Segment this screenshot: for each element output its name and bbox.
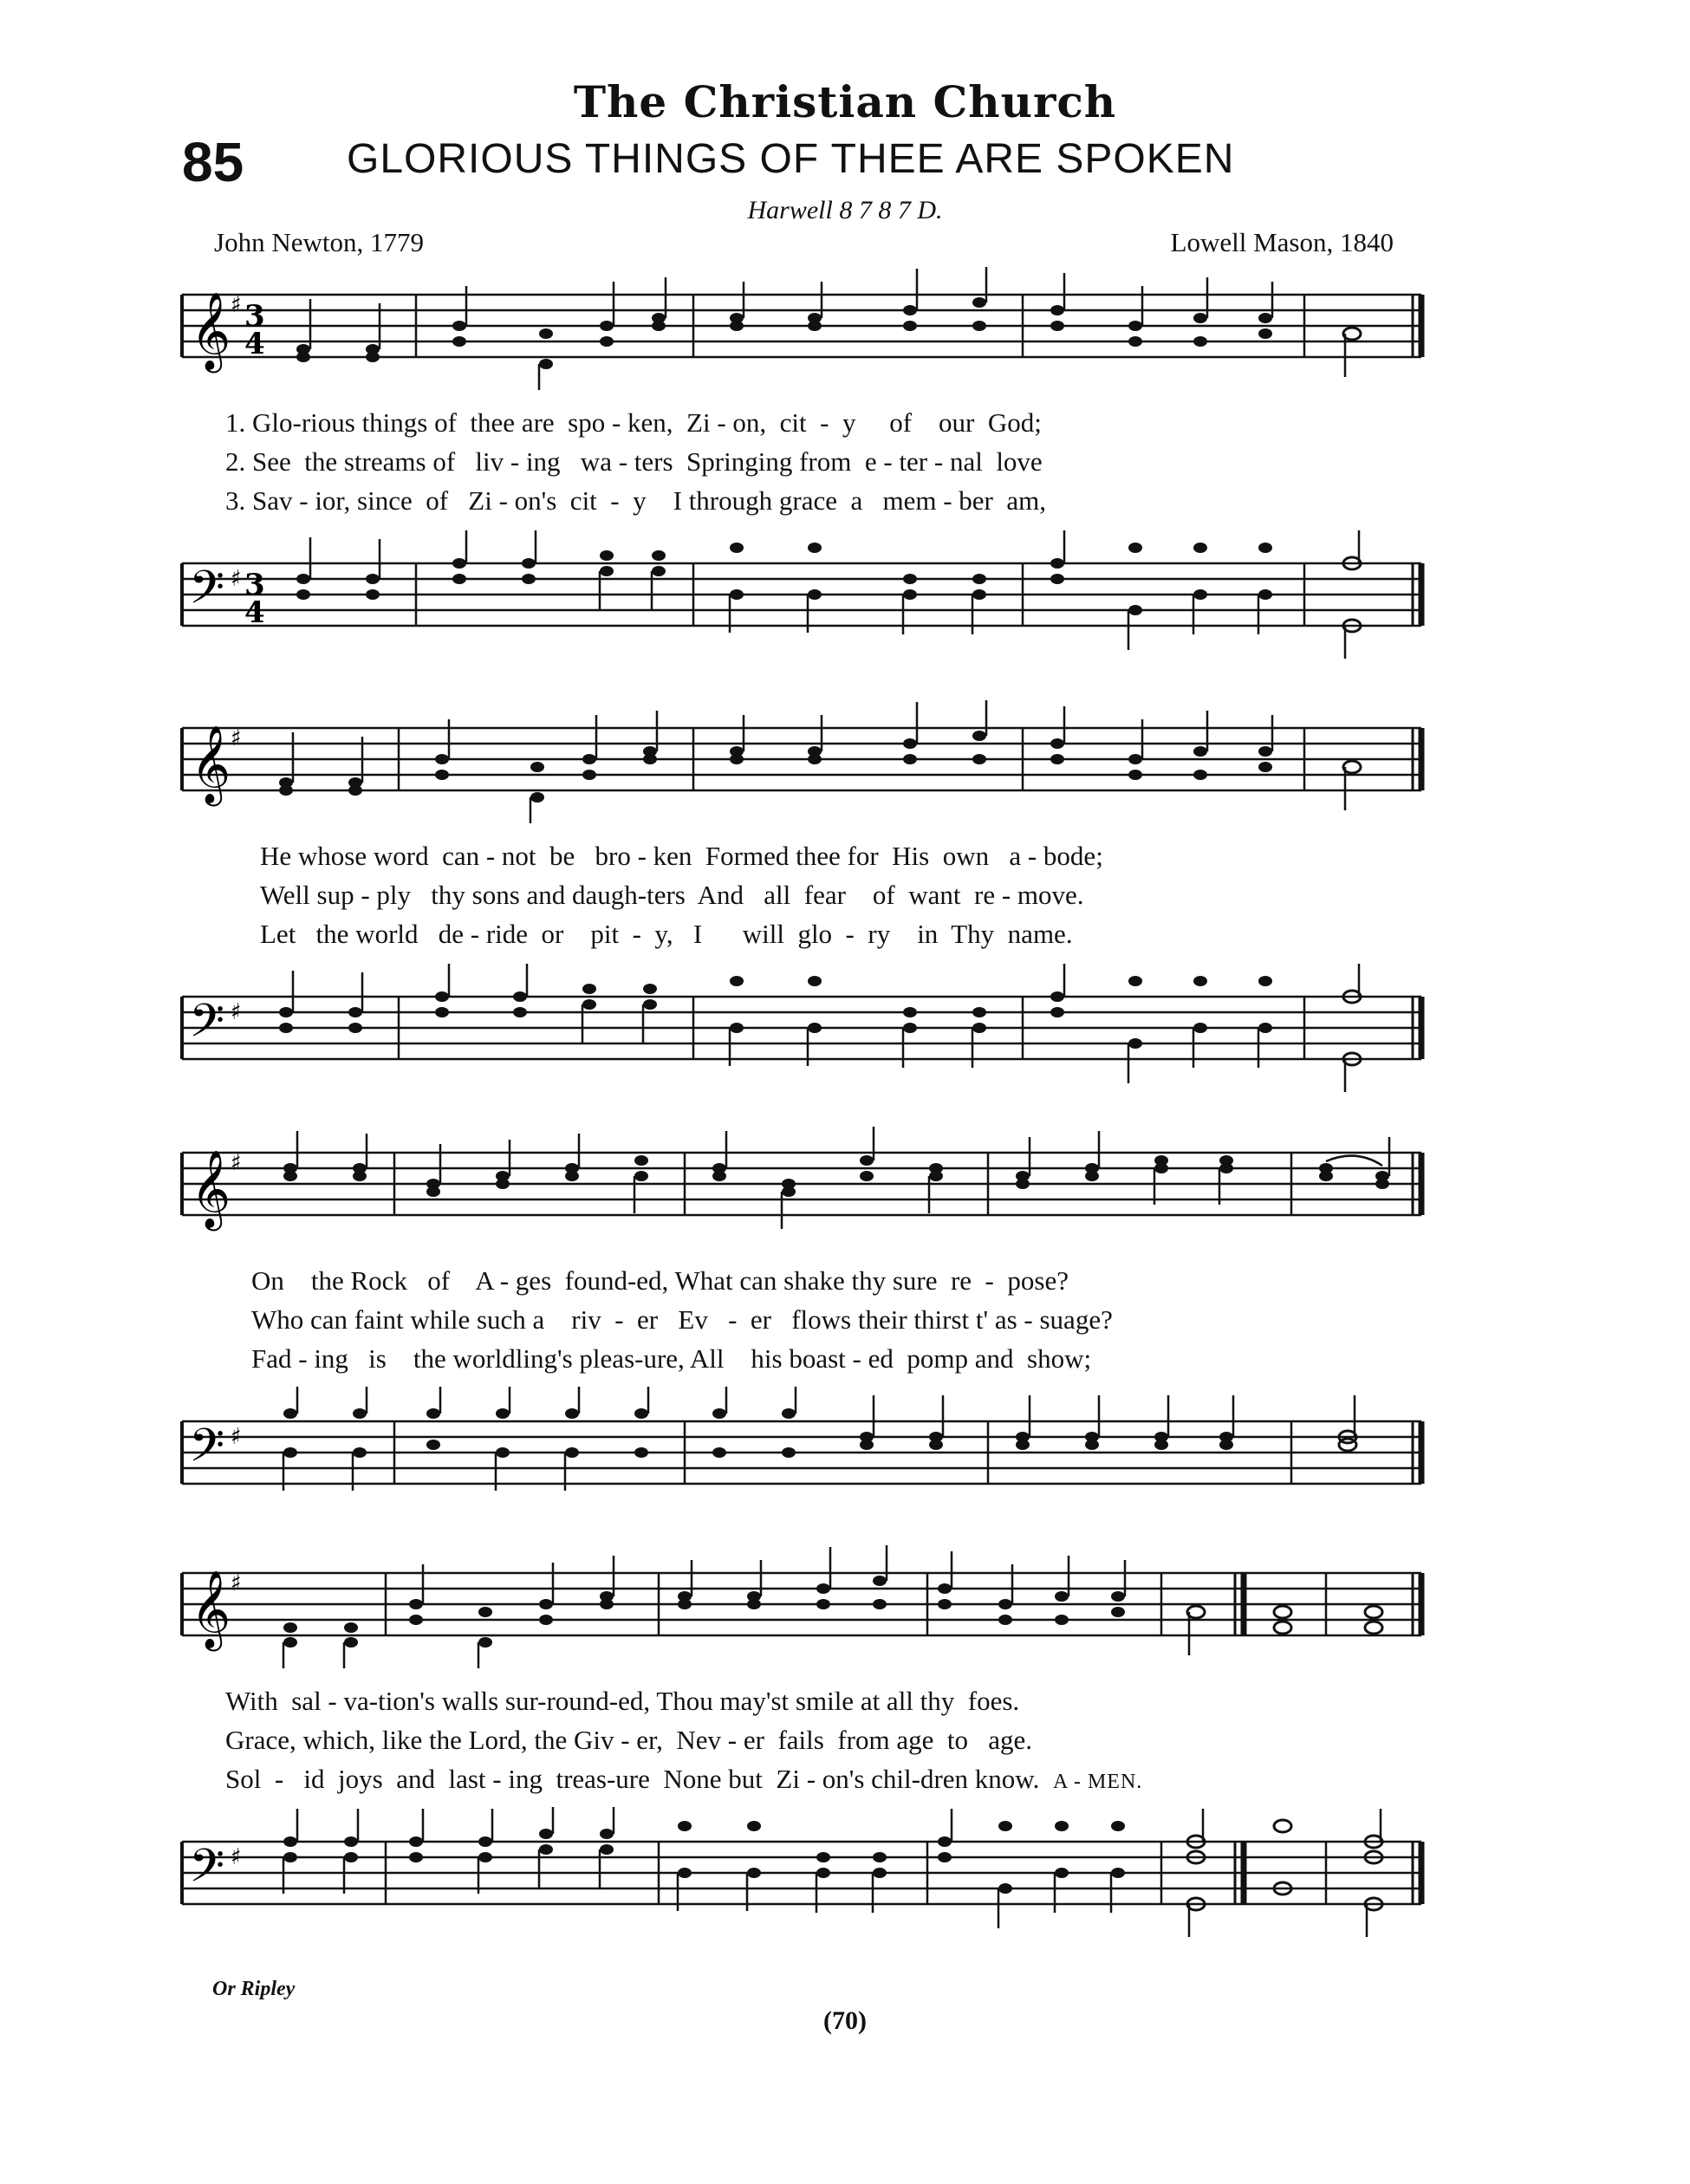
svg-text:♯: ♯ [231,1150,242,1176]
music-system-1 [173,260,1430,676]
lyric-verse-2: Who can faint while such a riv - er Ev - er flows their thirst t' as - suage? [251,1304,1113,1335]
author-credit: John Newton, 1779 [214,227,424,257]
svg-text:♯: ♯ [231,566,242,592]
svg-text:♯: ♯ [231,292,242,318]
lyric-verse-3 [225,1759,1473,1802]
lyric-verse-3: Let the world de - ride or pit - y, I will glo - ry in Thy name. [260,919,1073,949]
section-title: The Christian Church [573,76,1117,127]
svg-text:𝄞: 𝄞 [191,1150,231,1228]
svg-text:♯: ♯ [231,1570,242,1596]
bass-staff [173,962,1430,1092]
lyric-verse-2: Well sup - ply thy sons and daugh-ters And all fear of want re - move. [260,880,1084,910]
svg-text:♯: ♯ [231,1844,242,1870]
lyrics-block-4 [225,1681,1473,1802]
music-system-4 [173,1538,1430,1954]
lyrics-block-1 [225,403,1473,520]
bass-staff [173,529,1430,659]
lyric-verse-1: 1. Glo-rious things of thee are spo - ken, Zi - on, cit - y of our God; [225,407,1042,438]
svg-text:𝄢: 𝄢 [189,1840,225,1904]
svg-text:♯: ♯ [231,725,242,751]
lyric-verse-3-text: Sol - id joys and last - ing treas-ure None but Zi - on's chil-dren know. [225,1764,1040,1794]
svg-text:𝄞: 𝄞 [191,1570,231,1648]
svg-text:𝄞: 𝄞 [191,292,231,370]
music-system-3 [173,1118,1430,1534]
page-number: (70) [823,2006,867,2035]
lyric-verse-2: Grace, which, like the Lord, the Giv - er, Nev - er fails from age to age. [225,1725,1032,1755]
svg-text:3: 3 [244,568,265,602]
lyric-verse-1: He whose word can - not be bro - ken Formed thee for His own a - bode; [260,841,1103,871]
hymn-title: GLORIOUS THINGS OF THEE ARE SPOKEN [347,136,1235,182]
lyric-verse-3: 3. Sav - ior, since of Zi - on's cit - y I through grace a mem - ber am, [225,485,1046,516]
svg-text:4: 4 [244,327,265,361]
composer-credit: Lowell Mason, 1840 [1170,227,1394,257]
svg-text:3: 3 [244,299,265,334]
svg-text:4: 4 [244,595,265,630]
lyrics-block-2 [260,836,1508,953]
lyrics-block-3 [251,1261,1499,1378]
music-system-2 [173,693,1430,1109]
amen-text: A - MEN. [1052,1771,1143,1793]
svg-text:♯: ♯ [231,999,242,1025]
svg-text:𝄢: 𝄢 [189,1420,225,1484]
svg-text:𝄢: 𝄢 [189,562,225,626]
lyric-verse-1: With sal - va-tion's walls sur-round-ed, Thou may'st smile at all thy foes. [225,1686,1020,1716]
treble-staff [173,260,1430,390]
bass-staff [173,1387,1430,1517]
hymn-number: 85 [182,131,244,193]
lyric-verse-2: 2. See the streams of liv - ing wa - ters Springing from e - ter - nal love [225,446,1043,477]
treble-staff [173,693,1430,823]
bass-staff [173,1807,1430,1937]
tune-name: Harwell 8 7 8 7 D. [747,196,943,224]
alternate-tune-note: Or Ripley [212,1978,296,2000]
svg-text:𝄢: 𝄢 [189,995,225,1059]
svg-text:♯: ♯ [231,1424,242,1450]
treble-staff [173,1118,1430,1248]
svg-text:𝄞: 𝄞 [191,725,231,803]
lyric-verse-3: Fad - ing is the worldling's pleas-ure, All his boast - ed pomp and show; [251,1343,1092,1374]
treble-staff [173,1538,1430,1668]
lyric-verse-1: On the Rock of A - ges found-ed, What can shake thy sure re - pose? [251,1265,1069,1296]
